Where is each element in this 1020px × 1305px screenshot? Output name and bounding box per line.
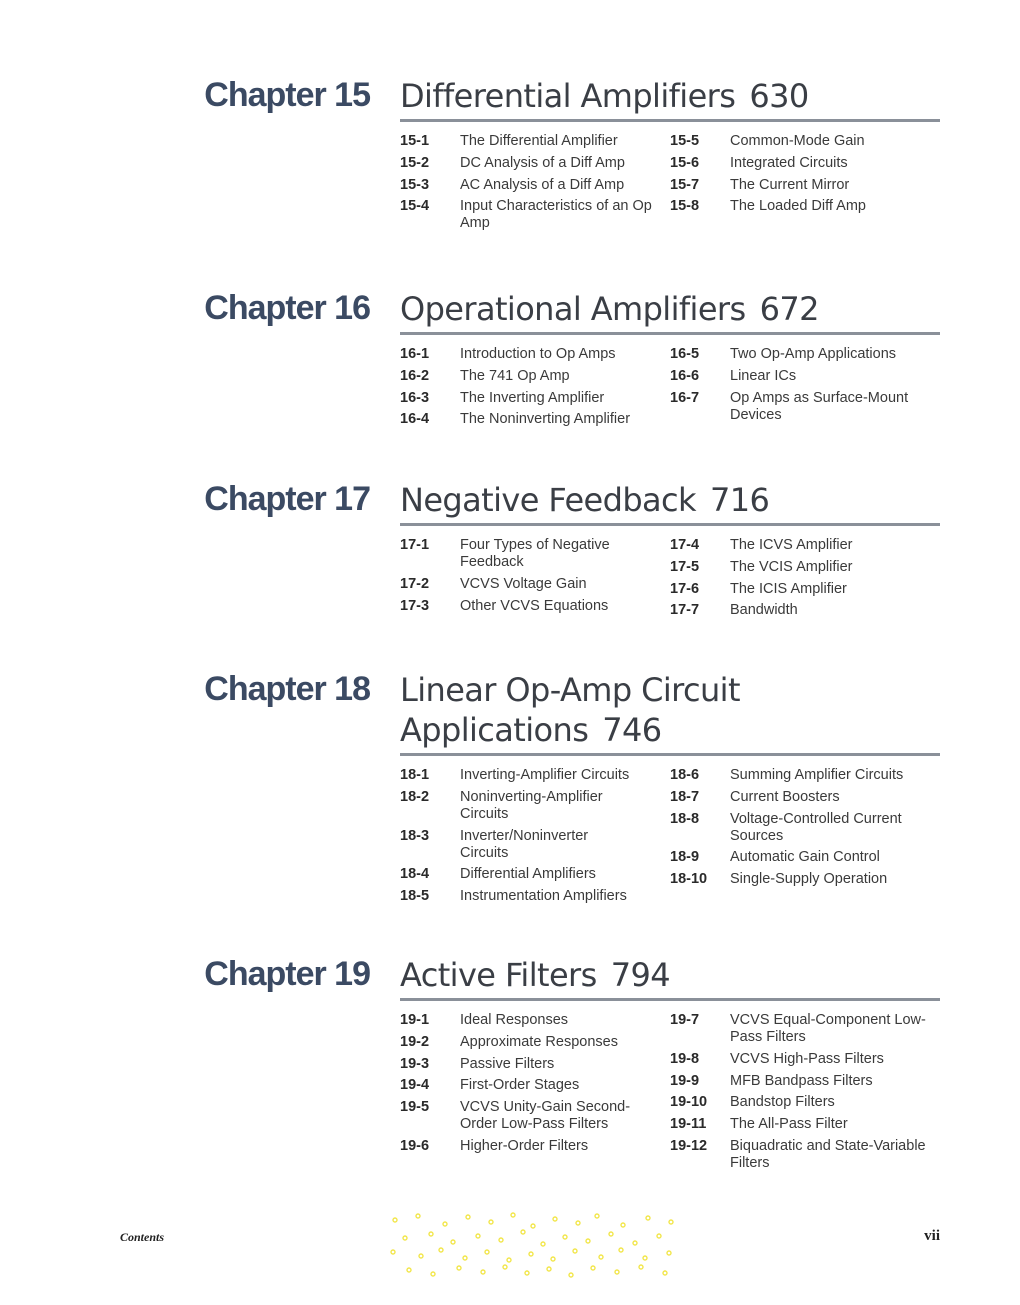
section-number: 19-8 xyxy=(670,1050,700,1067)
section-entry[interactable] xyxy=(400,598,670,615)
section-number: 16-7 xyxy=(670,389,700,406)
section-entry[interactable] xyxy=(400,1099,670,1133)
section-title: Integrated Circuits xyxy=(730,154,848,171)
section-number: 15-6 xyxy=(670,154,700,171)
section-number: 18-6 xyxy=(670,767,700,783)
chapter-label: Chapter 17 xyxy=(204,480,370,518)
section-title: The Differential Amplifier xyxy=(460,133,618,149)
section-entry[interactable] xyxy=(400,767,670,784)
section-title: Instrumentation Amplifiers xyxy=(460,888,627,905)
section-entry[interactable] xyxy=(400,537,670,571)
chapter-label: Chapter 19 xyxy=(204,955,370,993)
section-title: First-Order Stages xyxy=(460,1077,580,1094)
section-title: VCVS Equal-Component Low-Pass Filters xyxy=(730,1012,926,1045)
section-number: 19-12 xyxy=(670,1137,708,1154)
section-title: Two Op-Amp Applications xyxy=(730,346,897,362)
section-title: Higher-Order Filters xyxy=(460,1137,589,1154)
section-number: 18-5 xyxy=(400,888,430,905)
section-entry[interactable] xyxy=(670,811,940,845)
section-number: 15-4 xyxy=(400,198,430,215)
chapter-title-block xyxy=(400,480,940,624)
section-entry[interactable] xyxy=(670,1073,940,1090)
section-entry[interactable] xyxy=(400,198,670,232)
section-title: MFB Bandpass Filters xyxy=(730,1072,873,1089)
section-number: 18-8 xyxy=(670,810,700,827)
section-entry[interactable] xyxy=(670,789,940,806)
section-entry[interactable] xyxy=(670,849,940,866)
section-entry[interactable] xyxy=(670,390,940,424)
section-entry[interactable] xyxy=(400,1012,670,1029)
section-number: 16-5 xyxy=(670,346,700,362)
chapter-title-block xyxy=(400,670,940,910)
section-number: 16-3 xyxy=(400,389,430,406)
section-title: Single-Supply Operation xyxy=(730,871,888,888)
section-title: Inverter/Noninverter Circuits xyxy=(460,827,589,861)
section-title: Linear ICs xyxy=(730,367,797,384)
section-number: 17-1 xyxy=(400,537,430,553)
section-number: 18-3 xyxy=(400,827,430,844)
chapter-label: Chapter 18 xyxy=(204,670,370,708)
section-list xyxy=(400,133,940,237)
section-column-right xyxy=(670,767,940,910)
section-title: The VCIS Amplifier xyxy=(730,558,853,575)
section-number: 17-7 xyxy=(670,602,700,619)
section-entry[interactable] xyxy=(400,346,670,363)
section-entry[interactable] xyxy=(400,1077,670,1094)
section-entry[interactable] xyxy=(400,1056,670,1073)
section-entry[interactable] xyxy=(400,1138,670,1155)
section-entry[interactable] xyxy=(400,390,670,407)
section-entry[interactable] xyxy=(670,602,940,619)
section-number: 18-10 xyxy=(670,871,708,888)
section-title: Common-Mode Gain xyxy=(730,133,865,149)
chapter-title xyxy=(400,480,940,526)
section-number: 17-4 xyxy=(670,537,700,553)
section-number: 19-10 xyxy=(670,1094,708,1111)
section-number: 19-6 xyxy=(400,1137,430,1154)
section-title: Noninverting-Amplifier Circuits xyxy=(460,788,603,822)
section-entry[interactable] xyxy=(400,368,670,385)
section-entry[interactable] xyxy=(670,133,940,150)
chapter-page-number: 672 xyxy=(759,290,819,328)
section-entry[interactable] xyxy=(670,198,940,215)
section-number: 19-1 xyxy=(400,1012,430,1028)
section-title: Current Boosters xyxy=(730,788,840,805)
section-column-left xyxy=(400,537,670,624)
chapter-title-text: Operational Amplifiers xyxy=(400,290,746,328)
section-column-left xyxy=(400,767,670,910)
section-entry[interactable] xyxy=(670,767,940,784)
chapter-title-block xyxy=(400,955,940,1177)
section-number: 19-5 xyxy=(400,1099,430,1116)
section-title: Biquadratic and State-Variable Filters xyxy=(730,1137,926,1171)
section-number: 15-5 xyxy=(670,133,700,149)
section-number: 15-1 xyxy=(400,133,430,149)
section-column-right xyxy=(670,537,940,624)
chapter-label: Chapter 15 xyxy=(204,76,370,114)
section-title: Input Characteristics of an Op Amp xyxy=(460,198,652,232)
section-entry[interactable] xyxy=(670,368,940,385)
section-entry[interactable] xyxy=(400,411,670,428)
section-entry[interactable] xyxy=(400,576,670,593)
section-list xyxy=(400,767,940,910)
chapter-label: Chapter 16 xyxy=(204,289,370,327)
chapter-title-block xyxy=(400,76,940,237)
section-entry[interactable] xyxy=(670,1051,940,1068)
section-entry[interactable] xyxy=(670,177,940,194)
section-number: 16-1 xyxy=(400,346,430,362)
chapter-title xyxy=(400,670,940,756)
section-title: Ideal Responses xyxy=(460,1012,569,1028)
section-entry[interactable] xyxy=(400,866,670,883)
running-footer-label: Contents xyxy=(120,1230,165,1244)
chapter-title xyxy=(400,955,940,1001)
section-column-right xyxy=(670,1012,940,1177)
section-title: The Current Mirror xyxy=(730,176,850,193)
section-title: Op Amps as Surface-Mount Devices xyxy=(730,389,909,423)
chapter-title xyxy=(400,76,940,122)
section-title: VCVS High-Pass Filters xyxy=(730,1050,884,1067)
chapter-title-text: Linear Op-Amp Circuit Applications xyxy=(400,671,740,749)
chapter-title-block xyxy=(400,289,940,433)
section-title: Automatic Gain Control xyxy=(730,849,880,866)
section-entry[interactable] xyxy=(400,789,670,823)
section-number: 16-6 xyxy=(670,367,700,384)
section-title: Summing Amplifier Circuits xyxy=(730,767,904,783)
section-title: Differential Amplifiers xyxy=(460,866,596,883)
section-entry[interactable] xyxy=(670,581,940,598)
section-title: VCVS Voltage Gain xyxy=(460,575,587,592)
section-number: 15-3 xyxy=(400,176,430,193)
section-entry[interactable] xyxy=(670,155,940,172)
section-title: The ICVS Amplifier xyxy=(730,537,853,553)
section-title: The Loaded Diff Amp xyxy=(730,198,866,215)
section-column-right xyxy=(670,346,940,433)
chapter-page-number: 716 xyxy=(709,481,770,519)
section-title: Voltage-Controlled Current Sources xyxy=(730,810,902,844)
section-column-right xyxy=(670,133,940,237)
section-entry[interactable] xyxy=(400,155,670,172)
section-entry[interactable] xyxy=(400,133,670,150)
section-number: 18-9 xyxy=(670,849,700,866)
section-number: 19-4 xyxy=(400,1077,430,1094)
section-number: 16-4 xyxy=(400,411,430,428)
section-list xyxy=(400,346,940,433)
section-title: The 741 Op Amp xyxy=(460,367,570,384)
section-title: Approximate Responses xyxy=(460,1033,618,1050)
section-entry[interactable] xyxy=(670,537,940,554)
section-title: Bandstop Filters xyxy=(730,1094,835,1111)
section-number: 15-8 xyxy=(670,198,700,215)
section-entry[interactable] xyxy=(670,1094,940,1111)
section-title: DC Analysis of a Diff Amp xyxy=(460,154,625,171)
section-entry[interactable] xyxy=(670,346,940,363)
page-number: vii xyxy=(924,1228,940,1244)
section-title: The Noninverting Amplifier xyxy=(460,411,631,428)
section-title: The All-Pass Filter xyxy=(730,1116,848,1133)
section-number: 18-7 xyxy=(670,788,700,805)
section-column-left xyxy=(400,1012,670,1177)
section-title: AC Analysis of a Diff Amp xyxy=(460,176,625,193)
section-title: Introduction to Op Amps xyxy=(460,346,616,362)
chapter-page-number: 794 xyxy=(610,956,670,994)
section-number: 18-2 xyxy=(400,788,430,805)
section-number: 19-11 xyxy=(670,1116,707,1133)
section-title: Other VCVS Equations xyxy=(460,597,609,614)
section-number: 19-3 xyxy=(400,1055,430,1072)
chapter-title-text: Negative Feedback xyxy=(400,481,696,519)
section-number: 17-6 xyxy=(670,580,700,597)
section-number: 18-1 xyxy=(400,767,430,783)
section-number: 17-5 xyxy=(670,558,700,575)
section-number: 15-2 xyxy=(400,154,430,171)
section-title: Inverting-Amplifier Circuits xyxy=(460,767,630,783)
section-number: 17-2 xyxy=(400,575,430,592)
section-entry[interactable] xyxy=(670,559,940,576)
section-number: 18-4 xyxy=(400,866,430,883)
section-title: VCVS Unity-Gain Second-Order Low-Pass Filters xyxy=(460,1099,631,1133)
section-title: Four Types of Negative Feedback xyxy=(460,537,610,570)
decorative-dot-pattern xyxy=(383,1210,683,1282)
section-entry[interactable] xyxy=(400,888,670,905)
chapter-title xyxy=(400,289,940,335)
section-number: 19-7 xyxy=(670,1012,700,1028)
chapter-page-number: 630 xyxy=(749,77,809,115)
section-number: 17-3 xyxy=(400,597,430,614)
section-number: 19-9 xyxy=(670,1072,700,1089)
section-entry[interactable] xyxy=(400,1034,670,1051)
section-title: Bandwidth xyxy=(730,602,798,619)
chapter-title-text: Active Filters xyxy=(400,956,597,994)
section-title: The ICIS Amplifier xyxy=(730,580,847,597)
section-number: 16-2 xyxy=(400,367,430,384)
chapter-title-text: Differential Amplifiers xyxy=(400,77,736,115)
section-entry[interactable] xyxy=(670,871,940,888)
section-entry[interactable] xyxy=(670,1138,940,1172)
section-entry[interactable] xyxy=(670,1116,940,1133)
section-entry[interactable] xyxy=(400,177,670,194)
section-list xyxy=(400,1012,940,1177)
chapter-page-number: 746 xyxy=(602,711,662,749)
section-number: 15-7 xyxy=(670,176,700,193)
section-column-left xyxy=(400,346,670,433)
section-entry[interactable] xyxy=(670,1012,940,1046)
section-title: The Inverting Amplifier xyxy=(460,389,605,406)
section-entry[interactable] xyxy=(400,828,670,862)
section-title: Passive Filters xyxy=(460,1055,555,1072)
section-list xyxy=(400,537,940,624)
section-number: 19-2 xyxy=(400,1033,430,1050)
section-column-left xyxy=(400,133,670,237)
